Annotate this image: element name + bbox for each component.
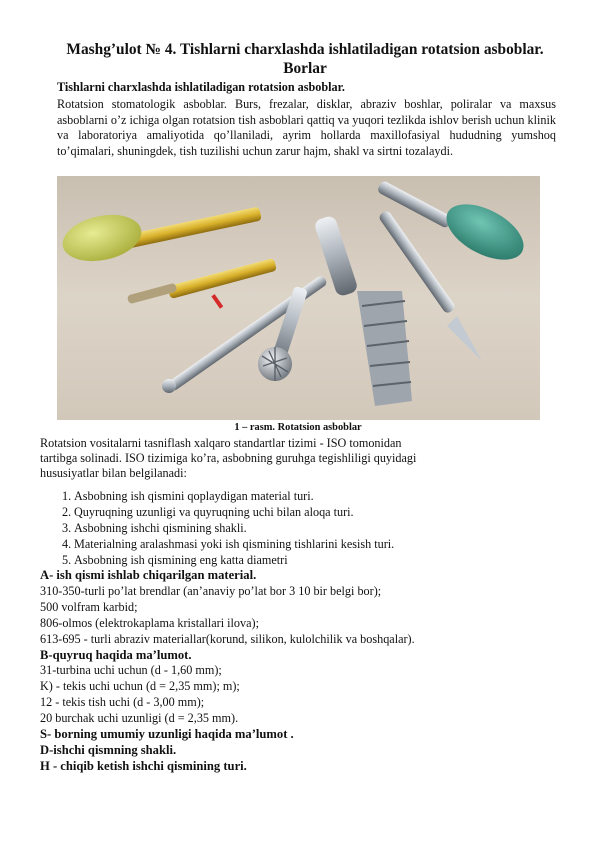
section-h-heading: H - chiqib ketish ishchi qismining turi. bbox=[40, 758, 247, 773]
list-item-text: Asbobning ish qismini qoplaydigan material turi. bbox=[74, 489, 314, 503]
list-item-text: Asbobning ishchi qismining shakli. bbox=[74, 521, 247, 535]
rotary-instruments-photo bbox=[57, 176, 540, 420]
figure-caption: 1 – rasm. Rotatsion asboblar bbox=[234, 422, 362, 433]
iso-properties-list bbox=[40, 488, 394, 568]
page-title: Mashg’ulot № 4. Tishlarni charxlashda ishlatiladigan rotatsion asboblar. Borlar bbox=[66, 41, 544, 77]
iso-codes-section bbox=[40, 568, 415, 775]
section-a-line: 806-olmos (elektrokaplama kristallari ilova); bbox=[40, 615, 259, 630]
section-b-line: K) - tekis uchi uchun (d = 2,35 mm); m); bbox=[40, 679, 240, 694]
list-item-text: Quyruqning uzunligi va quyruqning uchi bilan aloqa turi. bbox=[74, 505, 354, 519]
section-s-heading: S- borning umumiy uzunligi haqida ma’lumot . bbox=[40, 727, 294, 742]
instruments-illustration bbox=[57, 176, 540, 420]
list-item-text: Materialning aralashmasi yoki ish qismining tishlarini kesish turi. bbox=[74, 537, 395, 551]
intro-paragraph: Rotatsion stomatologik asboblar. Burs, frezalar, disklar, abraziv boshlar, poliralar va maxsus asboblarni o’z ichiga olgan rotatsion tish asboblari qattiq va yuqori tezlikda ishlov berish uchun klinik va laboratoriya amaliyotida qo’llaniladi, ayrim hollarda maxillofasiyal hududning yumshoq to’qimalari, shuningdek, tish tuzilishi uchun zarur hajm, shakl va sirtni tozalaydi. bbox=[57, 97, 556, 158]
section-a-line: 613-695 - turli abraziv materiallar(korund, silikon, kulolchilik va boshqalar). bbox=[40, 631, 415, 646]
list-item-number: 5. bbox=[62, 553, 72, 567]
section-b-line: 12 - tekis tish uchi (d - 3,00 mm); bbox=[40, 695, 205, 710]
section-a-line: 310-350-turli po’lat brendlar (an’anaviy po’lat bor 3 10 bir belgi bor); bbox=[40, 583, 382, 598]
section-subheading: Tishlarni charxlashda ishlatiladigan rotatsion asboblar. bbox=[57, 80, 345, 94]
list-item bbox=[40, 488, 394, 504]
iso-paragraph-line: hususiyatlar bilan belgilanadi: bbox=[40, 466, 187, 481]
iso-paragraph-line: Rotatsion vositalarni tasniflash xalqaro standartlar tizimi - ISO tomonidan bbox=[40, 436, 402, 450]
list-item-number: 1. bbox=[62, 489, 72, 503]
section-a-line: 500 volfram karbid; bbox=[40, 599, 138, 614]
list-item bbox=[40, 552, 394, 568]
section-b-line: 20 burchak uchi uzunligi (d = 2,35 mm). bbox=[40, 711, 239, 726]
iso-paragraph-line: tartibga solinadi. ISO tizimiga ko’ra, asbobning guruhga tegishliligi quyidagi bbox=[40, 451, 417, 466]
list-item-number: 4. bbox=[62, 537, 72, 551]
section-d-heading: D-ishchi qismning shakli. bbox=[40, 742, 177, 757]
list-item bbox=[40, 520, 394, 536]
list-item-number: 3. bbox=[62, 521, 72, 535]
iso-paragraph bbox=[40, 436, 510, 482]
list-item bbox=[40, 504, 394, 520]
section-a-heading: A- ish qismi ishlab chiqarilgan material. bbox=[40, 568, 257, 582]
list-item-text: Asbobning ish qismining eng katta diametri bbox=[74, 553, 288, 567]
list-item bbox=[40, 536, 394, 552]
section-b-line: 31-turbina uchi uchun (d - 1,60 mm); bbox=[40, 663, 222, 678]
section-b-heading: B-quyruq haqida ma’lumot. bbox=[40, 647, 192, 662]
list-item-number: 2. bbox=[62, 505, 72, 519]
